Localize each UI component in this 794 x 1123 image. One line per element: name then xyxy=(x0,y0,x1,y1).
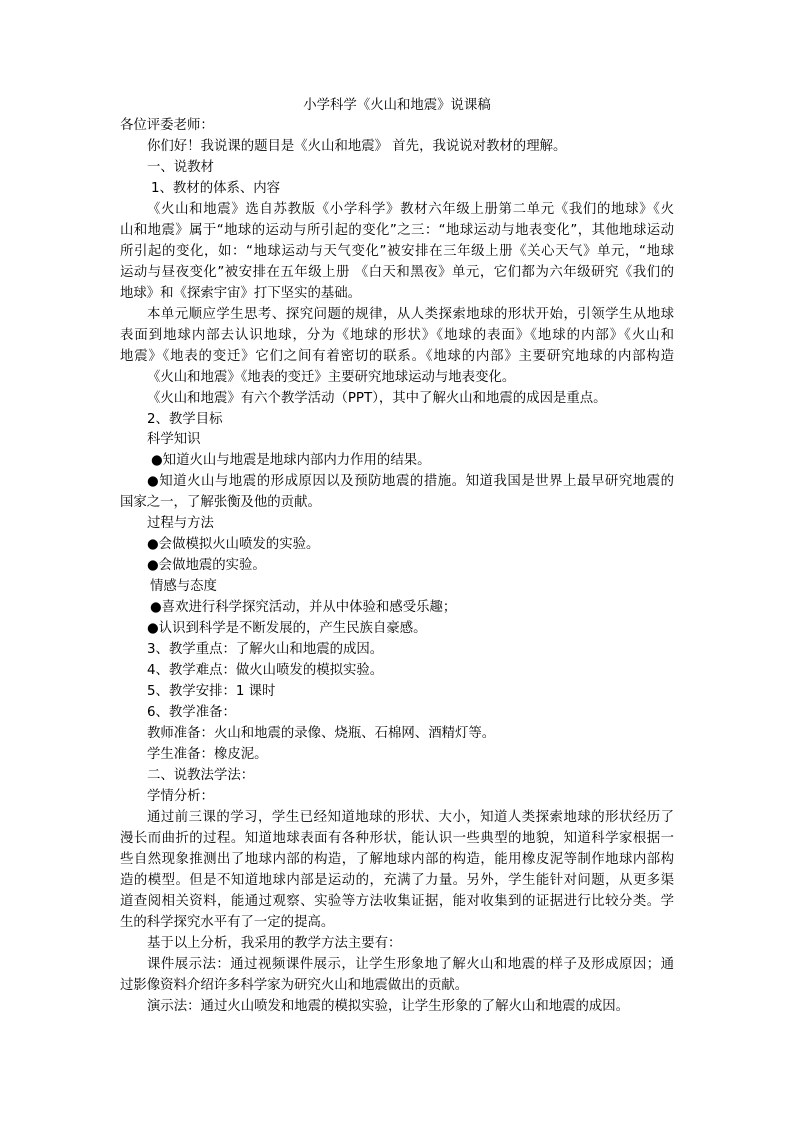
paragraph-line: 《火山和地震》有六个教学活动（PPT），其中了解火山和地震的成因是重点。 xyxy=(147,391,607,406)
goal-item: ●知道火山与地震是地球内部内力作用的结果。 xyxy=(151,453,431,468)
student-preparation: 学生准备：橡皮泥。 xyxy=(147,747,268,762)
paragraph-line: 地球》和《探索宇宙》打下坚实的基础。 xyxy=(120,286,362,301)
subsection-1-1-heading: 1、教材的体系、内容 xyxy=(151,181,281,196)
paragraph-line: 道查阅相关资料，能通过观察、实验等方法收集证据，能对收集到的证据进行比较分类。学 xyxy=(120,894,674,909)
teaching-focus: 3、教学重点：了解火山和地震的成因。 xyxy=(147,642,384,657)
paragraph-line: 造的模型。但是不知道地球内部是运动的，充满了力量。另外，学生能针对问题，从更多渠 xyxy=(120,873,674,888)
goal-emotion-heading: 情感与态度 xyxy=(150,579,217,594)
goal-item: ●会做地震的实验。 xyxy=(147,558,266,573)
paragraph-line: 基于以上分析，我采用的教学方法主要有： xyxy=(147,936,402,951)
document-title: 小学科学《火山和地震》说课稿 xyxy=(303,98,491,113)
paragraph-line: 些自然现象推测出了地球内部的构造，了解地球内部的构造，能用橡皮泥等制作地球内部构 xyxy=(120,852,674,867)
paragraph-line: 演示法：通过火山喷发和地震的模拟实验，让学生形象的了解火山和地震的成因。 xyxy=(147,999,630,1014)
paragraph-line: 运动与昼夜变化”被安排在五年级上册 《白天和黑夜》单元，它们都为六年级研究《我们的 xyxy=(120,265,674,280)
paragraph-line: 《火山和地震》《地表的变迁》主要研究地球运动与地表变化。 xyxy=(147,370,516,385)
goal-item: ●喜欢进行科学探究活动，并从中体验和感受乐趣； xyxy=(150,600,457,615)
goal-item: ●会做模拟火山喷发的实验。 xyxy=(147,537,320,552)
teaching-schedule: 5、教学安排：1 课时 xyxy=(147,684,276,699)
section-2-heading: 二、说教法学法： xyxy=(147,768,255,783)
opening-line: 你们好！我说课的题目是《火山和地震》 首先，我说说对教材的理解。 xyxy=(147,139,567,154)
goal-knowledge-heading: 科学知识 xyxy=(147,432,201,447)
paragraph-line: 本单元顺应学生思考、探究问题的规律，从人类探索地球的形状开始，引领学生从地球 xyxy=(147,307,674,322)
teaching-difficulty: 4、教学难点：做火山喷发的模拟实验。 xyxy=(147,663,384,678)
greeting: 各位评委老师： xyxy=(120,118,214,133)
goal-process-heading: 过程与方法 xyxy=(147,516,214,531)
paragraph-line: 过影像资料介绍许多科学家为研究火山和地震做出的贡献。 xyxy=(120,978,469,993)
paragraph-line: 表面到地球内部去认识地球，分为《地球的形状》《地球的表面》《地球的内部》《火山和 xyxy=(120,328,674,343)
section-1-heading: 一、说教材 xyxy=(147,160,214,175)
goal-item: ●知道火山与地震的形成原因以及预防地震的措施。知道我国是世界上最早研究地震的 xyxy=(147,474,674,489)
teacher-preparation: 教师准备：火山和地震的录像、烧瓶、石棉网、酒精灯等。 xyxy=(147,726,496,741)
goal-item: 国家之一，了解张衡及他的贡献。 xyxy=(120,495,321,510)
paragraph-line: 所引起的变化，如：“地球运动与天气变化”被安排在三年级上册《关心天气》单元，“地球 xyxy=(120,244,674,259)
paragraph-line: 《火山和地震》选自苏教版《小学科学》教材六年级上册第二单元《我们的地球》《火 xyxy=(147,202,674,217)
situation-heading: 学情分析： xyxy=(147,789,214,804)
paragraph-line: 生的科学探究水平有了一定的提高。 xyxy=(120,915,335,930)
paragraph-line: 漫长而曲折的过程。知道地球表面有各种形状，能认识一些典型的地貌，知道科学家根据一 xyxy=(120,831,674,846)
paragraph-line: 通过前三课的学习，学生已经知道地球的形状、大小，知道人类探索地球的形状经历了 xyxy=(147,810,674,825)
paragraph-line: 山和地震》属于“地球的运动与所引起的变化”之三：“地球运动与地表变化”，其他地球运动 xyxy=(120,223,674,238)
paragraph-line: 课件展示法：通过视频课件展示，让学生形象地了解火山和地震的样子及形成原因；通 xyxy=(147,957,674,972)
subsection-1-2-heading: 2、教学目标 xyxy=(147,412,223,427)
teaching-preparation-heading: 6、教学准备： xyxy=(147,705,236,720)
goal-item: ●认识到科学是不断发展的，产生民族自豪感。 xyxy=(147,621,427,636)
paragraph-line: 地震》《地表的变迁》它们之间有着密切的联系。《地球的内部》主要研究地球的内部构造 xyxy=(120,349,674,364)
